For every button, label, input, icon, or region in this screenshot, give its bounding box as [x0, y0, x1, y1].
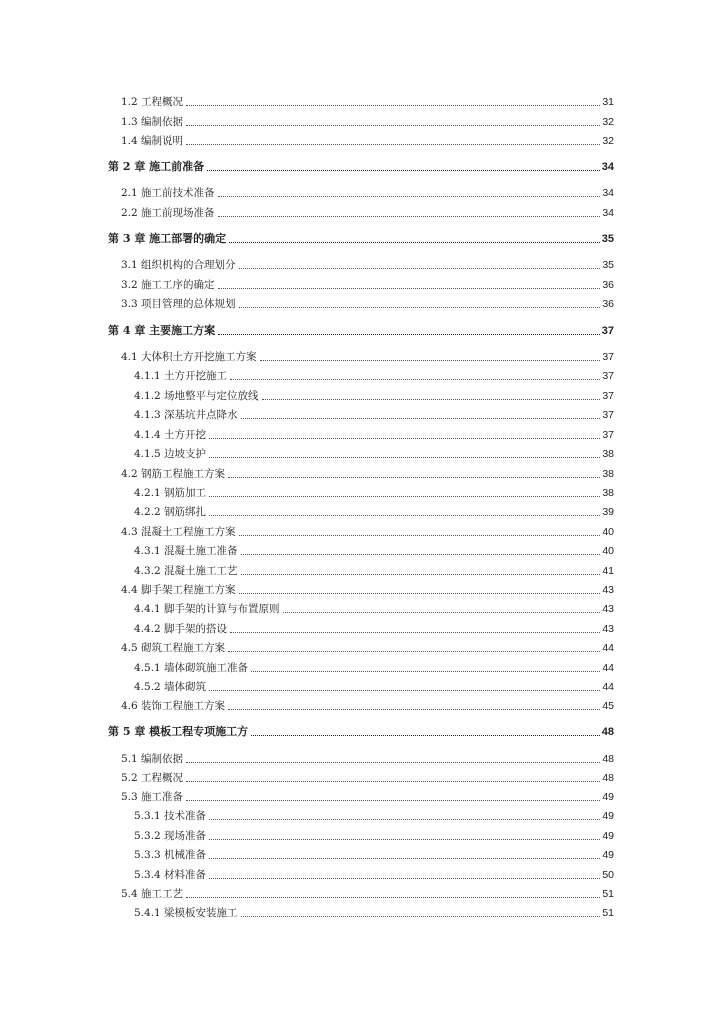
toc-entry[interactable] — [121, 130, 614, 148]
toc-entry-label: 4.1.5 边坡支护 — [134, 448, 207, 460]
toc-entry[interactable] — [121, 111, 614, 129]
dot-leader — [241, 574, 601, 575]
toc-entry-page-number: 32 — [602, 135, 614, 147]
toc-entry-page-number: 37 — [602, 351, 614, 363]
dot-leader — [218, 196, 601, 197]
toc-entry-page-number: 35 — [601, 233, 614, 245]
toc-entry-label: 4.1.1 土方开挖施工 — [134, 370, 228, 382]
dot-leader — [230, 632, 600, 633]
dot-leader — [186, 800, 600, 801]
toc-entry[interactable] — [121, 883, 614, 901]
toc-entry-page-number: 37 — [602, 370, 614, 382]
toc-entry-page-number: 31 — [602, 96, 614, 108]
toc-entry-page-number: 51 — [602, 888, 614, 900]
toc-entry-label: 5.2 工程概况 — [121, 772, 184, 784]
dot-leader — [230, 379, 600, 380]
toc-entry-page-number: 37 — [602, 429, 614, 441]
toc-entry[interactable] — [134, 365, 614, 383]
toc-entry-label: 5.3.4 材料准备 — [134, 869, 207, 881]
toc-entry[interactable] — [121, 637, 614, 655]
toc-entry-label: 1.4 编制说明 — [121, 135, 184, 147]
toc-entry[interactable] — [134, 676, 614, 694]
dot-leader — [209, 878, 600, 879]
toc-entry-label: 4.4 脚手架工程施工方案 — [121, 584, 236, 596]
dot-leader — [228, 477, 600, 478]
toc-entry-label: 4.1.2 场地整平与定位放线 — [134, 390, 259, 402]
toc-entry[interactable] — [121, 274, 614, 292]
toc-entry[interactable] — [134, 443, 614, 461]
dot-leader — [218, 288, 601, 289]
dot-leader — [209, 839, 600, 840]
toc-entry-page-number: 37 — [602, 390, 614, 402]
toc-entry-label: 3.1 组织机构的合理划分 — [121, 259, 236, 271]
toc-entry-label: 3.3 项目管理的总体规划 — [121, 298, 236, 310]
toc-entry[interactable] — [134, 404, 614, 422]
toc-entry[interactable] — [121, 767, 614, 785]
toc-entry[interactable] — [134, 864, 614, 882]
toc-entry-page-number: 48 — [602, 772, 614, 784]
toc-entry-page-number: 34 — [602, 207, 614, 219]
toc-entry-page-number: 39 — [602, 506, 614, 518]
toc-entry[interactable] — [121, 463, 614, 481]
toc-entry-page-number: 48 — [601, 726, 614, 738]
dot-leader — [209, 438, 600, 439]
toc-entry-label: 5.3.3 机械准备 — [134, 849, 207, 861]
toc-entry[interactable] — [121, 346, 614, 364]
dot-leader — [239, 268, 601, 269]
dot-leader — [186, 105, 600, 106]
toc-entry[interactable] — [134, 902, 614, 920]
toc-entry-label: 5.1 编制依据 — [121, 753, 184, 765]
toc-entry[interactable] — [134, 657, 614, 675]
toc-entry-label: 4.2.1 钢筋加工 — [134, 487, 207, 499]
dot-leader — [239, 593, 601, 594]
dot-leader — [251, 735, 600, 736]
toc-entry-label: 4.3.2 混凝土施工工艺 — [134, 565, 238, 577]
dot-leader — [218, 216, 601, 217]
dot-leader — [228, 651, 600, 652]
toc-entry-label: 5.4 施工工艺 — [121, 888, 184, 900]
dot-leader — [209, 819, 600, 820]
toc-entry-label: 4.6 装饰工程施工方案 — [121, 700, 226, 712]
dot-leader — [207, 170, 600, 171]
toc-entry-page-number: 37 — [602, 409, 614, 421]
toc-entry-label: 1.2 工程概况 — [121, 96, 184, 108]
toc-entry-page-number: 38 — [602, 448, 614, 460]
dot-leader — [209, 457, 600, 458]
toc-entry-page-number: 44 — [602, 642, 614, 654]
toc-entry-label: 1.3 编制依据 — [121, 116, 184, 128]
toc-entry-label: 4.5.2 墙体砌筑 — [134, 681, 207, 693]
dot-leader — [251, 671, 600, 672]
toc-entry-label: 4.5.1 墙体砌筑施工准备 — [134, 662, 249, 674]
dot-leader — [209, 690, 600, 691]
toc-chapter-entry[interactable] — [108, 156, 614, 174]
toc-chapter-entry[interactable] — [108, 320, 614, 338]
toc-entry-page-number: 35 — [602, 259, 614, 271]
toc-entry-label: 2.1 施工前技术准备 — [121, 187, 215, 199]
toc-entry-label: 第 3 章 施工部署的确定 — [108, 232, 227, 245]
toc-entry-page-number: 49 — [602, 830, 614, 842]
toc-entry-label: 3.2 施工工序的确定 — [121, 279, 215, 291]
toc-entry-page-number: 49 — [602, 810, 614, 822]
toc-entry-page-number: 38 — [602, 487, 614, 499]
toc-entry[interactable] — [134, 598, 614, 616]
toc-entry[interactable] — [121, 748, 614, 766]
toc-entry-page-number: 44 — [602, 681, 614, 693]
dot-leader — [186, 781, 600, 782]
toc-entry-label: 4.1.4 土方开挖 — [134, 429, 207, 441]
dot-leader — [186, 125, 600, 126]
toc-entry-label: 2.2 施工前现场准备 — [121, 207, 215, 219]
toc-entry[interactable] — [121, 293, 614, 311]
toc-entry-page-number: 43 — [602, 584, 614, 596]
toc-entry-page-number: 32 — [602, 116, 614, 128]
toc-entry-label: 4.3.1 混凝土施工准备 — [134, 545, 238, 557]
toc-entry[interactable] — [121, 254, 614, 272]
toc-entry[interactable] — [121, 91, 614, 109]
toc-entry[interactable] — [134, 825, 614, 843]
toc-entry-label: 第 5 章 模板工程专项施工方 — [108, 725, 249, 738]
toc-entry-label: 4.4.2 脚手架的搭设 — [134, 623, 228, 635]
toc-entry-page-number: 48 — [602, 753, 614, 765]
dot-leader — [186, 762, 600, 763]
toc-entry-page-number: 40 — [602, 545, 614, 557]
dot-leader — [229, 242, 600, 243]
toc-entry-label: 第 2 章 施工前准备 — [108, 160, 205, 173]
toc-entry-page-number: 50 — [602, 869, 614, 881]
toc-entry[interactable] — [134, 805, 614, 823]
toc-entry[interactable] — [121, 202, 614, 220]
dot-leader — [241, 418, 601, 419]
dot-leader — [228, 709, 600, 710]
dot-leader — [186, 144, 600, 145]
toc-entry[interactable] — [121, 521, 614, 539]
toc-entry-page-number: 44 — [602, 662, 614, 674]
toc-entry-label: 5.4.1 梁模板安装施工 — [134, 907, 238, 919]
toc-entry-label: 第 4 章 主要施工方案 — [108, 324, 216, 337]
toc-entry-page-number: 49 — [602, 791, 614, 803]
toc-entry[interactable] — [121, 182, 614, 200]
dot-leader — [209, 515, 600, 516]
dot-leader — [218, 334, 600, 335]
toc-entry-label: 4.3 混凝土工程施工方案 — [121, 526, 236, 538]
toc-entry[interactable] — [134, 424, 614, 442]
toc-entry-label: 4.5 砌筑工程施工方案 — [121, 642, 226, 654]
dot-leader — [239, 307, 601, 308]
toc-entry-page-number: 49 — [602, 849, 614, 861]
toc-entry-page-number: 36 — [602, 298, 614, 310]
toc-entry-label: 4.2 钢筋工程施工方案 — [121, 468, 226, 480]
toc-entry[interactable] — [134, 385, 614, 403]
toc-entry[interactable] — [121, 695, 614, 713]
toc-entry-label: 5.3 施工准备 — [121, 791, 184, 803]
toc-entry-page-number: 51 — [602, 907, 614, 919]
dot-leader — [260, 360, 601, 361]
toc-entry-page-number: 34 — [602, 187, 614, 199]
toc-entry-page-number: 36 — [602, 279, 614, 291]
toc-entry-label: 4.1.3 深基坑井点降水 — [134, 409, 238, 421]
toc-entry[interactable] — [134, 501, 614, 519]
dot-leader — [186, 897, 600, 898]
toc-chapter-entry[interactable] — [108, 228, 614, 246]
toc-entry-label: 4.4.1 脚手架的计算与布置原则 — [134, 603, 280, 615]
toc-entry-label: 5.3.1 技术准备 — [134, 810, 207, 822]
dot-leader — [241, 916, 601, 917]
toc-entry-page-number: 41 — [602, 565, 614, 577]
toc-entry[interactable] — [121, 786, 614, 804]
toc-chapter-entry[interactable] — [108, 721, 614, 739]
toc-entry-page-number: 40 — [602, 526, 614, 538]
dot-leader — [209, 496, 600, 497]
dot-leader — [262, 399, 601, 400]
toc-entry[interactable] — [134, 844, 614, 862]
toc-entry-label: 5.3.2 现场准备 — [134, 830, 207, 842]
toc-entry-page-number: 43 — [602, 603, 614, 615]
toc-entry-page-number: 38 — [602, 468, 614, 480]
toc-entry-label: 4.2.2 钢筋绑扎 — [134, 506, 207, 518]
toc-entry[interactable] — [134, 618, 614, 636]
toc-entry-page-number: 34 — [601, 161, 614, 173]
toc-entry-page-number: 43 — [602, 623, 614, 635]
toc-entry-page-number: 45 — [602, 700, 614, 712]
toc-entry-label: 4.1 大体积土方开挖施工方案 — [121, 351, 257, 363]
dot-leader — [283, 612, 601, 613]
toc-entry[interactable] — [134, 560, 614, 578]
toc-entry[interactable] — [121, 579, 614, 597]
toc-entry[interactable] — [134, 540, 614, 558]
dot-leader — [241, 554, 601, 555]
dot-leader — [209, 858, 600, 859]
toc-entry[interactable] — [134, 482, 614, 500]
dot-leader — [239, 535, 601, 536]
toc-entry-page-number: 37 — [601, 325, 614, 337]
